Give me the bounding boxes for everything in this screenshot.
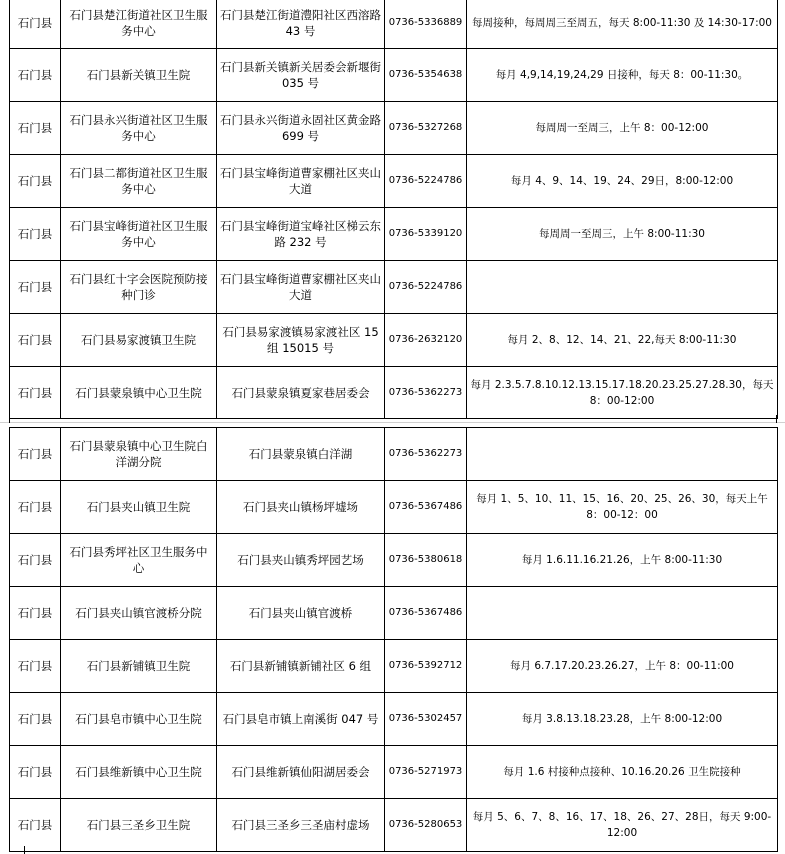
schedule-cell: 每月 2、8、12、14、21、22,每天 8:00-11:30 — [467, 314, 778, 367]
county-cell: 石门县 — [10, 640, 61, 693]
schedule-cell: 每周周一至周三，上午 8：00-12:00 — [467, 102, 778, 155]
address-cell: 石门县宝峰街道曹家棚社区夹山大道 — [217, 155, 385, 208]
county-cell: 石门县 — [10, 367, 61, 419]
table-row — [10, 481, 778, 534]
site-name-cell: 石门县夹山镇官渡桥分院 — [61, 587, 217, 640]
county-cell: 石门县 — [10, 587, 61, 640]
address-cell: 石门县夹山镇杨坪墟场 — [217, 481, 385, 534]
phone-cell: 0736-5354638 — [385, 49, 467, 102]
table-row — [10, 534, 778, 587]
site-name-cell: 石门县新关镇卫生院 — [61, 49, 217, 102]
site-name-cell: 石门县宝峰街道社区卫生服务中心 — [61, 208, 217, 261]
phone-cell: 0736-5380618 — [385, 534, 467, 587]
table-row — [10, 693, 778, 746]
county-cell: 石门县 — [10, 314, 61, 367]
address-cell: 石门县易家渡镇易家渡社区 15 组 15015 号 — [217, 314, 385, 367]
table-body — [10, 428, 778, 852]
schedule-cell: 每月 1.6 村接种点接种、10.16.20.26 卫生院接种 — [467, 746, 778, 799]
phone-cell: 0736-5280653 — [385, 799, 467, 852]
phone-cell: 0736-5367486 — [385, 587, 467, 640]
county-cell: 石门县 — [10, 102, 61, 155]
address-cell: 石门县楚江街道澧阳社区西溶路 43 号 — [217, 0, 385, 49]
table-edge-tick — [776, 415, 777, 423]
phone-cell: 0736-5224786 — [385, 155, 467, 208]
table-row — [10, 587, 778, 640]
site-name-cell: 石门县秀坪社区卫生服务中心 — [61, 534, 217, 587]
schedule-cell — [467, 587, 778, 640]
site-name-cell: 石门县皂市镇中心卫生院 — [61, 693, 217, 746]
site-name-cell: 石门县三圣乡卫生院 — [61, 799, 217, 852]
phone-cell: 0736-5362273 — [385, 428, 467, 481]
address-cell: 石门县新铺镇新铺社区 6 组 — [217, 640, 385, 693]
county-cell: 石门县 — [10, 534, 61, 587]
schedule-cell: 每月 2.3.5.7.8.10.12.13.15.17.18.20.23.25.27.28.30，每天 8：00-12:00 — [467, 367, 778, 419]
schedule-cell: 每月 4、9、14、19、24、29日，8:00-12:00 — [467, 155, 778, 208]
address-cell: 石门县新关镇新关居委会新堰街 035 号 — [217, 49, 385, 102]
site-name-cell: 石门县永兴街道社区卫生服务中心 — [61, 102, 217, 155]
address-cell: 石门县蒙泉镇夏家巷居委会 — [217, 367, 385, 419]
schedule-cell: 每月 1.6.11.16.21.26，上午 8:00-11:30 — [467, 534, 778, 587]
table-row — [10, 367, 778, 419]
table-row — [10, 208, 778, 261]
table-edge-tick — [9, 415, 10, 423]
address-cell: 石门县夹山镇秀坪园艺场 — [217, 534, 385, 587]
county-cell: 石门县 — [10, 428, 61, 481]
table-edge-tick — [24, 846, 25, 854]
site-name-cell: 石门县楚江街道社区卫生服务中心 — [61, 0, 217, 49]
site-name-cell: 石门县维新镇中心卫生院 — [61, 746, 217, 799]
phone-cell: 0736-5336889 — [385, 0, 467, 49]
phone-cell: 0736-5367486 — [385, 481, 467, 534]
table-row — [10, 261, 778, 314]
table-row — [10, 746, 778, 799]
county-cell: 石门县 — [10, 49, 61, 102]
address-cell: 石门县三圣乡三圣庙村虚场 — [217, 799, 385, 852]
address-cell: 石门县永兴街道永固社区黄金路 699 号 — [217, 102, 385, 155]
schedule-cell — [467, 261, 778, 314]
site-name-cell: 石门县蒙泉镇中心卫生院白洋湖分院 — [61, 428, 217, 481]
county-cell: 石门县 — [10, 155, 61, 208]
schedule-cell: 每月 4,9,14,19,24,29 日接种，每天 8：00-11:30。 — [467, 49, 778, 102]
vaccination-sites-table-bottom — [9, 427, 778, 852]
phone-cell: 0736-5327268 — [385, 102, 467, 155]
table-body — [10, 0, 778, 419]
phone-cell: 0736-5271973 — [385, 746, 467, 799]
phone-cell: 0736-5362273 — [385, 367, 467, 419]
table-row — [10, 102, 778, 155]
schedule-cell: 每周接种，每周周三至周五，每天 8:00-11:30 及 14:30-17:00 — [467, 0, 778, 49]
table-row — [10, 428, 778, 481]
phone-cell: 0736-5302457 — [385, 693, 467, 746]
county-cell: 石门县 — [10, 799, 61, 852]
site-name-cell: 石门县夹山镇卫生院 — [61, 481, 217, 534]
table-row — [10, 0, 778, 49]
county-cell: 石门县 — [10, 0, 61, 49]
schedule-cell — [467, 428, 778, 481]
address-cell: 石门县蒙泉镇白洋湖 — [217, 428, 385, 481]
county-cell: 石门县 — [10, 261, 61, 314]
table-row — [10, 799, 778, 852]
schedule-cell: 每月 5、6、7、8、16、17、18、26、27、28日，每天 9:00-12:00 — [467, 799, 778, 852]
address-cell: 石门县宝峰街道曹家棚社区夹山大道 — [217, 261, 385, 314]
county-cell: 石门县 — [10, 746, 61, 799]
table-row — [10, 640, 778, 693]
address-cell: 石门县夹山镇官渡桥 — [217, 587, 385, 640]
site-name-cell: 石门县新铺镇卫生院 — [61, 640, 217, 693]
phone-cell: 0736-2632120 — [385, 314, 467, 367]
schedule-cell: 每周周一至周三，上午 8:00-11:30 — [467, 208, 778, 261]
phone-cell: 0736-5224786 — [385, 261, 467, 314]
site-name-cell: 石门县二都街道社区卫生服务中心 — [61, 155, 217, 208]
site-name-cell: 石门县易家渡镇卫生院 — [61, 314, 217, 367]
table-row — [10, 155, 778, 208]
phone-cell: 0736-5339120 — [385, 208, 467, 261]
address-cell: 石门县皂市镇上南溪街 047 号 — [217, 693, 385, 746]
address-cell: 石门县维新镇仙阳湖居委会 — [217, 746, 385, 799]
vaccination-sites-table-top — [9, 0, 778, 419]
site-name-cell: 石门县蒙泉镇中心卫生院 — [61, 367, 217, 419]
address-cell: 石门县宝峰街道宝峰社区梯云东路 232 号 — [217, 208, 385, 261]
county-cell: 石门县 — [10, 693, 61, 746]
county-cell: 石门县 — [10, 208, 61, 261]
schedule-cell: 每月 1、5、10、11、15、16、20、25、26、30，每天上午 8：00-12：00 — [467, 481, 778, 534]
table-row — [10, 314, 778, 367]
county-cell: 石门县 — [10, 481, 61, 534]
phone-cell: 0736-5392712 — [385, 640, 467, 693]
table-row — [10, 49, 778, 102]
schedule-cell: 每月 6.7.17.20.23.26.27，上午 8：00-11:00 — [467, 640, 778, 693]
site-name-cell: 石门县红十字会医院预防接种门诊 — [61, 261, 217, 314]
page-break-line — [0, 422, 785, 423]
schedule-cell: 每月 3.8.13.18.23.28，上午 8:00-12:00 — [467, 693, 778, 746]
